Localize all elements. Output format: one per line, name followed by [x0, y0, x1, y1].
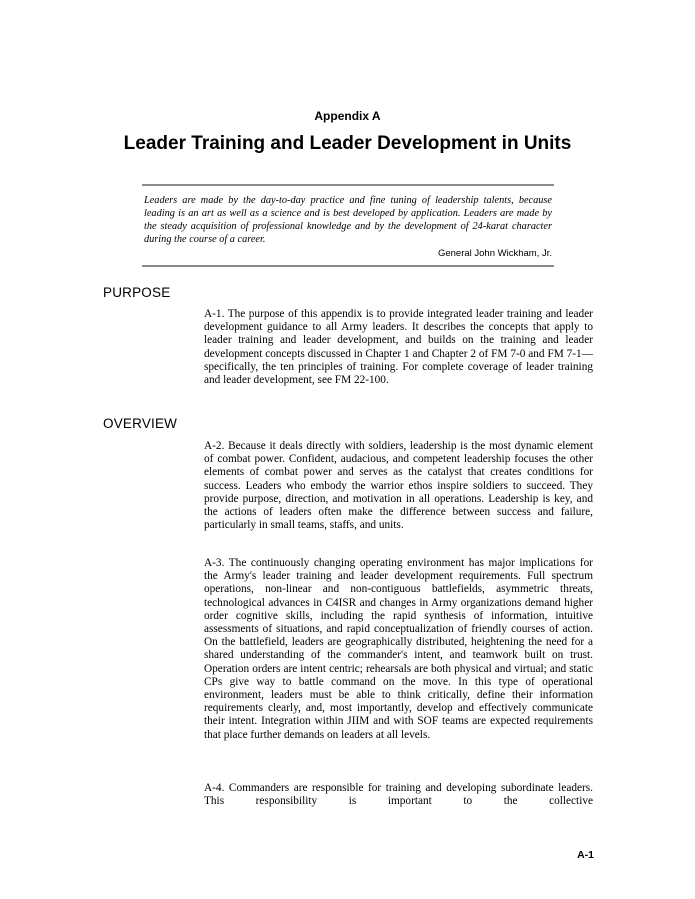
page-number: A-1: [577, 849, 594, 861]
quote-box: [142, 184, 554, 267]
paragraph-a3: A-3. The continuously changing operating environment has major implications for the Army's leader training and leader development requirements. Full spectrum operations, non-linear and non-contiguous battlefields, asymmetric threats, technological advances in C4ISR and changes in Army organizations demand higher order cognitive skills, including the rapid synthesis of information, intuitive assessments of situations, and rapid conceptualization of friendly courses of action. On the battlefield, leaders are geographically distributed, heightening the need for a shared understanding of the commander's intent, and teamwork built on trust. Operation orders are intent centric; rehearsals are both physical and virtual; and static CPs give way to battle command on the move. In this type of operational environment, leaders must be able to think critically, define their information requirements clearly, and, most importantly, develop and effectively communicate their intent. Integration within JIIM and with SOF teams are expected requirements that place further demands on leaders at all levels.: [204, 557, 593, 741]
paragraph-a4: A-4. Commanders are responsible for training and developing subordinate leaders. This responsibility is important to the collective: [204, 782, 593, 808]
quote-text: Leaders are made by the day-to-day practice and fine tuning of leadership talents, because leading is an art as well as a science and is best developed by application. Leaders are made by the steady acquisition of professional knowledge and by the development of 24-karat character during the course of a career.: [144, 195, 552, 245]
appendix-label: Appendix A: [314, 109, 381, 123]
quote-author: General John Wickham, Jr.: [437, 248, 552, 259]
section-heading-purpose: PURPOSE: [103, 285, 171, 300]
paragraph-a1: A-1. The purpose of this appendix is to provide integrated leader training and leader development guidance to all Army leaders. It describes the concepts that apply to leader training and leader development, and builds on the training and leader development concepts discussed in Chapter 1 and Chapter 2 of FM 7-0 and FM 7-1—specifically, the ten principles of training. For complete coverage of leader training and leader development, see FM 22-100.: [204, 308, 593, 387]
section-heading-overview: OVERVIEW: [103, 416, 178, 431]
paragraph-a2: A-2. Because it deals directly with soldiers, leadership is the most dynamic element of combat power. Confident, audacious, and competent leadership focuses the other elements of combat power and serves as the catalyst that creates conditions for success. Leaders who embody the warrior ethos inspire soldiers to succeed. They provide purpose, direction, and motivation in all operations. Leadership is key, and the actions of leaders often make the difference between success and failure, particularly in small teams, staffs, and units.: [204, 440, 593, 532]
page-title: Leader Training and Leader Development in Units: [123, 133, 572, 154]
